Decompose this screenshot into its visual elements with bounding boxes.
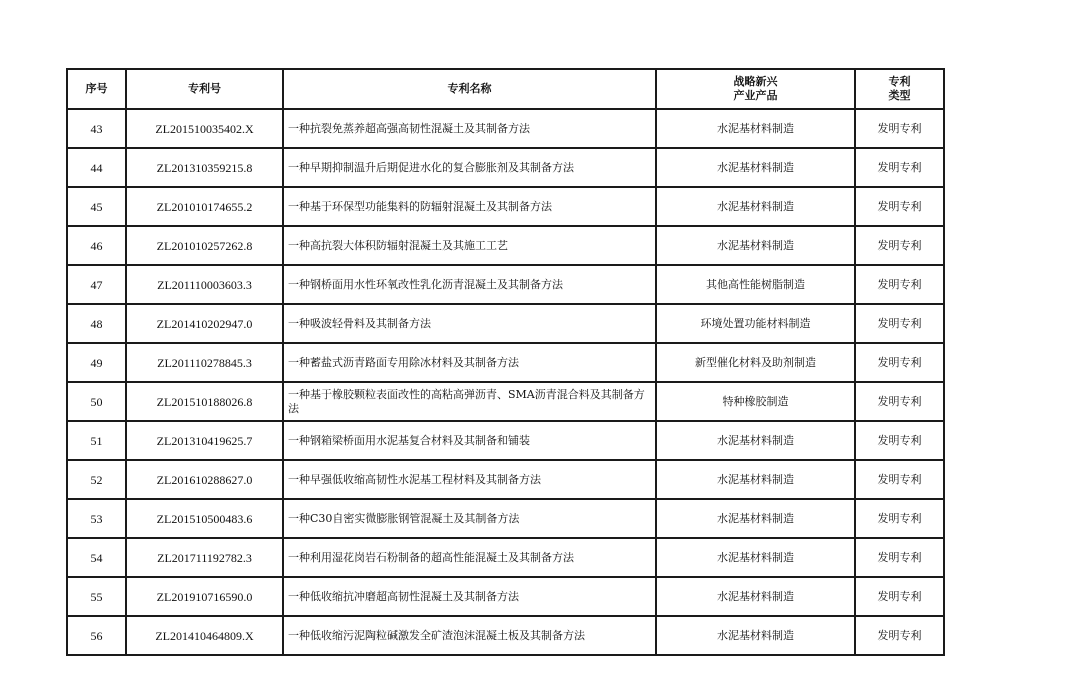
table-row — [67, 499, 944, 538]
cell-patent-no-text: ZL201110278845.3 — [157, 355, 252, 370]
cell-patent-name — [283, 616, 656, 655]
cell-patent-no — [126, 421, 283, 460]
table-row — [67, 343, 944, 382]
cell-industry — [656, 421, 855, 460]
cell-seq-text: 47 — [90, 277, 103, 292]
cell-seq-text: 53 — [90, 511, 103, 526]
cell-type-text: 发明专利 — [877, 160, 922, 174]
cell-patent-name-text: 一种低收缩污泥陶粒碱激发全矿渣泡沫混凝土板及其制备方法 — [288, 628, 585, 642]
cell-patent-name-text: 一种基于环保型功能集料的防辐射混凝土及其制备方法 — [288, 199, 552, 213]
cell-seq-text: 55 — [90, 589, 103, 604]
cell-type-text: 发明专利 — [877, 433, 922, 447]
cell-seq-text: 46 — [90, 238, 103, 253]
cell-seq — [67, 109, 126, 148]
cell-industry — [656, 577, 855, 616]
cell-patent-name — [283, 343, 656, 382]
cell-industry-text: 其他高性能树脂制造 — [706, 277, 805, 291]
cell-patent-name-text: 一种吸波轻骨料及其制备方法 — [288, 316, 431, 330]
cell-seq-text: 49 — [90, 355, 103, 370]
cell-patent-no-text: ZL201310359215.8 — [156, 160, 253, 175]
cell-type — [855, 460, 944, 499]
cell-patent-no-text: ZL201410464809.X — [155, 628, 254, 643]
header-patent-name: 专利名称 — [283, 69, 656, 109]
cell-patent-name — [283, 226, 656, 265]
cell-seq — [67, 421, 126, 460]
cell-patent-no — [126, 382, 283, 421]
cell-type-text: 发明专利 — [877, 472, 922, 486]
table-row — [67, 304, 944, 343]
cell-patent-no — [126, 343, 283, 382]
cell-seq — [67, 382, 126, 421]
cell-type-text: 发明专利 — [877, 238, 922, 252]
table-row — [67, 226, 944, 265]
page-bottom-edge — [0, 679, 1080, 683]
cell-patent-no — [126, 616, 283, 655]
cell-industry — [656, 226, 855, 265]
table-row — [67, 382, 944, 421]
cell-patent-name-text: 一种钢箱梁桥面用水泥基复合材料及其制备和铺装 — [288, 433, 530, 447]
cell-seq — [67, 148, 126, 187]
cell-industry — [656, 265, 855, 304]
table-row — [67, 109, 944, 148]
cell-seq — [67, 187, 126, 226]
cell-type — [855, 304, 944, 343]
cell-industry-text: 水泥基材料制造 — [717, 511, 794, 525]
cell-industry — [656, 343, 855, 382]
cell-patent-no — [126, 187, 283, 226]
cell-seq — [67, 499, 126, 538]
table-row — [67, 538, 944, 577]
cell-patent-name-text: 一种抗裂免蒸养超高强高韧性混凝土及其制备方法 — [288, 121, 530, 135]
cell-seq-text: 52 — [90, 472, 103, 487]
cell-patent-no — [126, 148, 283, 187]
cell-patent-name-text: 一种低收缩抗冲磨超高韧性混凝土及其制备方法 — [288, 589, 519, 603]
cell-patent-no-text: ZL201410202947.0 — [156, 316, 253, 331]
cell-industry-text: 水泥基材料制造 — [717, 628, 794, 642]
cell-patent-name — [283, 265, 656, 304]
cell-patent-no-text: ZL201110003603.3 — [157, 277, 252, 292]
cell-industry-text: 水泥基材料制造 — [717, 121, 794, 135]
table-row — [67, 265, 944, 304]
cell-industry — [656, 616, 855, 655]
cell-industry-text: 水泥基材料制造 — [717, 589, 794, 603]
cell-patent-no-text: ZL201610288627.0 — [156, 472, 253, 487]
cell-type-text: 发明专利 — [877, 355, 922, 369]
cell-seq-text: 51 — [90, 433, 103, 448]
cell-type — [855, 499, 944, 538]
cell-industry-text: 特种橡胶制造 — [722, 394, 789, 408]
cell-seq — [67, 304, 126, 343]
cell-type-text: 发明专利 — [877, 277, 922, 291]
cell-patent-no — [126, 538, 283, 577]
cell-industry — [656, 187, 855, 226]
header-type — [855, 69, 944, 109]
table-row — [67, 577, 944, 616]
cell-type-text: 发明专利 — [877, 199, 922, 213]
table-row — [67, 187, 944, 226]
cell-type — [855, 187, 944, 226]
cell-seq — [67, 460, 126, 499]
cell-patent-name-text: 一种C30自密实微膨胀钢管混凝土及其制备方法 — [288, 511, 520, 525]
cell-patent-no-text: ZL201510035402.X — [155, 121, 254, 136]
cell-industry — [656, 148, 855, 187]
cell-patent-name — [283, 460, 656, 499]
cell-type — [855, 382, 944, 421]
cell-seq-text: 48 — [90, 316, 103, 331]
cell-patent-no — [126, 226, 283, 265]
cell-patent-name — [283, 538, 656, 577]
header-industry-label: 战略新兴产业产品 — [733, 75, 778, 102]
cell-patent-no — [126, 265, 283, 304]
cell-patent-name-text: 一种早强低收缩高韧性水泥基工程材料及其制备方法 — [288, 472, 541, 486]
cell-patent-name — [283, 148, 656, 187]
header-patent-no: 专利号 — [126, 69, 283, 109]
header-seq: 序号 — [67, 69, 126, 109]
table-row — [67, 421, 944, 460]
table-header — [67, 69, 944, 109]
cell-patent-no — [126, 460, 283, 499]
patent-table — [66, 68, 945, 656]
cell-industry — [656, 109, 855, 148]
header-industry — [656, 69, 855, 109]
table-row — [67, 148, 944, 187]
cell-patent-no-text: ZL201010257262.8 — [156, 238, 253, 253]
cell-type-text: 发明专利 — [877, 589, 922, 603]
cell-patent-name — [283, 577, 656, 616]
cell-industry — [656, 382, 855, 421]
cell-patent-no — [126, 109, 283, 148]
cell-industry-text: 水泥基材料制造 — [717, 160, 794, 174]
cell-industry — [656, 538, 855, 577]
cell-seq-text: 44 — [90, 160, 103, 175]
cell-patent-name — [283, 499, 656, 538]
header-row — [67, 69, 944, 109]
cell-type-text: 发明专利 — [877, 550, 922, 564]
cell-type-text: 发明专利 — [877, 628, 922, 642]
cell-patent-name — [283, 421, 656, 460]
cell-industry — [656, 460, 855, 499]
table-row — [67, 616, 944, 655]
cell-type — [855, 148, 944, 187]
cell-patent-name — [283, 382, 656, 421]
cell-patent-no-text: ZL201910716590.0 — [156, 589, 253, 604]
cell-industry-text: 水泥基材料制造 — [717, 199, 794, 213]
cell-patent-name — [283, 304, 656, 343]
cell-seq — [67, 343, 126, 382]
cell-industry — [656, 499, 855, 538]
cell-seq-text: 54 — [90, 550, 103, 565]
cell-industry-text: 水泥基材料制造 — [717, 472, 794, 486]
cell-seq — [67, 577, 126, 616]
cell-type — [855, 265, 944, 304]
cell-seq-text: 43 — [90, 121, 103, 136]
cell-type-text: 发明专利 — [877, 394, 922, 408]
cell-patent-name-text: 一种高抗裂大体积防辐射混凝土及其施工工艺 — [288, 238, 508, 252]
cell-patent-name — [283, 187, 656, 226]
cell-seq-text: 50 — [90, 394, 103, 409]
cell-patent-no-text: ZL201510188026.8 — [156, 394, 253, 409]
cell-patent-no — [126, 304, 283, 343]
cell-patent-no — [126, 499, 283, 538]
cell-patent-name-text: 一种基于橡胶颗粒表面改性的高粘高弹沥青、SMA沥青混合料及其制备方法 — [288, 387, 645, 415]
cell-type — [855, 616, 944, 655]
table-row — [67, 460, 944, 499]
table-body — [67, 109, 944, 655]
cell-type — [855, 577, 944, 616]
cell-seq-text: 45 — [90, 199, 103, 214]
cell-type — [855, 421, 944, 460]
cell-industry-text: 水泥基材料制造 — [717, 433, 794, 447]
cell-seq-text: 56 — [90, 628, 103, 643]
header-type-label: 专利类型 — [888, 75, 911, 102]
cell-patent-name-text: 一种蓄盐式沥青路面专用除冰材料及其制备方法 — [288, 355, 519, 369]
cell-type — [855, 226, 944, 265]
cell-industry-text: 环境处置功能材料制造 — [700, 316, 811, 330]
cell-industry-text: 水泥基材料制造 — [717, 550, 794, 564]
cell-seq — [67, 226, 126, 265]
cell-patent-name — [283, 109, 656, 148]
cell-patent-name-text: 一种钢桥面用水性环氧改性乳化沥青混凝土及其制备方法 — [288, 277, 563, 291]
cell-type — [855, 109, 944, 148]
cell-industry — [656, 304, 855, 343]
cell-seq — [67, 538, 126, 577]
cell-type — [855, 538, 944, 577]
cell-patent-name-text: 一种早期抑制温升后期促进水化的复合膨胀剂及其制备方法 — [288, 160, 574, 174]
cell-patent-no — [126, 577, 283, 616]
cell-patent-no-text: ZL201310419625.7 — [156, 433, 253, 448]
cell-type-text: 发明专利 — [877, 121, 922, 135]
cell-industry-text: 水泥基材料制造 — [717, 238, 794, 252]
cell-type — [855, 343, 944, 382]
cell-seq — [67, 265, 126, 304]
cell-industry-text: 新型催化材料及助剂制造 — [695, 355, 816, 369]
cell-patent-name-text: 一种利用湿花岗岩石粉制备的超高性能混凝土及其制备方法 — [288, 550, 574, 564]
cell-patent-no-text: ZL201010174655.2 — [156, 199, 253, 214]
cell-type-text: 发明专利 — [877, 511, 922, 525]
cell-type-text: 发明专利 — [877, 316, 922, 330]
cell-seq — [67, 616, 126, 655]
cell-patent-no-text: ZL201711192782.3 — [157, 550, 252, 565]
cell-patent-no-text: ZL201510500483.6 — [156, 511, 253, 526]
